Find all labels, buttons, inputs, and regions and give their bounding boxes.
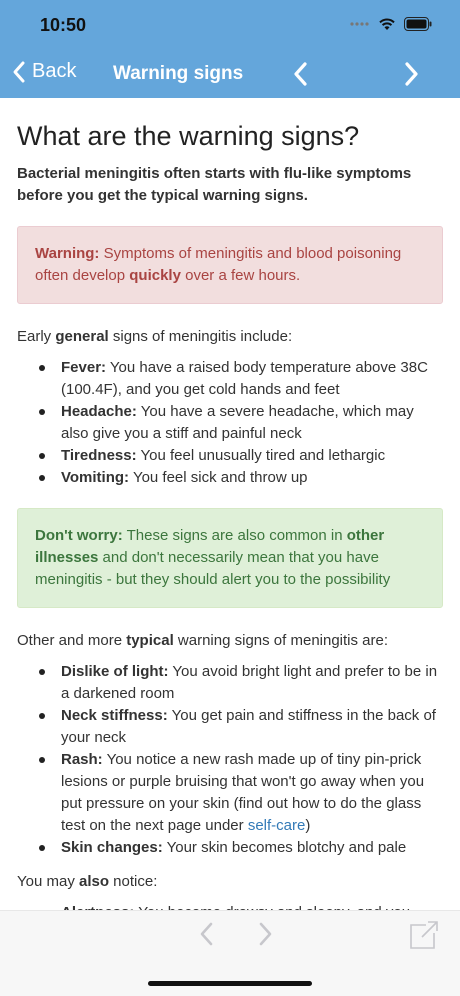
chevron-left-icon xyxy=(12,61,26,83)
sign-text: You notice a new rash made up of tiny pin-prick lesions or purple bruising that won't go away when you put pressure on your skin (find out how to do the glass test on the next page under xyxy=(61,751,425,834)
sign-text-end: ) xyxy=(305,817,311,834)
back-button[interactable] xyxy=(12,60,76,83)
intro-emphasis: typical xyxy=(126,632,174,649)
battery-icon xyxy=(404,17,432,31)
toolbar-forward-button[interactable] xyxy=(256,921,274,952)
intro-text-end: notice: xyxy=(109,873,158,890)
info-alert-text-end: and don't necessarily mean that you have meningitis - but they should alert you to the possibility xyxy=(35,549,391,588)
toolbar-back-button[interactable] xyxy=(198,921,216,952)
intro-emphasis: general xyxy=(55,328,109,345)
sign-text: You have a raised body temperature above 38C (100.4F), and you get cold hands and feet xyxy=(61,359,428,398)
intro-text-end: signs of meningitis include: xyxy=(108,328,293,345)
general-signs-intro xyxy=(17,326,443,348)
sign-text: You have a severe headache, which may also give you a stiff and painful neck xyxy=(61,403,414,442)
wifi-icon xyxy=(378,17,396,31)
intro-text: You may xyxy=(17,873,79,890)
general-signs-list xyxy=(17,357,443,489)
status-time: 10:50 xyxy=(40,15,87,35)
typical-signs-list xyxy=(17,661,443,859)
list-item xyxy=(61,445,443,467)
cellular-signal-icon xyxy=(350,20,370,28)
intro-text: Early xyxy=(17,328,56,345)
previous-page-button[interactable] xyxy=(290,61,312,92)
list-item xyxy=(61,837,443,859)
status-icons xyxy=(350,17,432,31)
list-item xyxy=(61,467,443,489)
chevron-left-icon xyxy=(198,921,216,947)
share-button[interactable] xyxy=(408,919,440,956)
warning-alert-label: Warning: xyxy=(35,245,100,262)
sign-text: You get pain and stiffness in the back of your neck xyxy=(61,707,436,746)
page-heading: What are the warning signs? xyxy=(17,121,360,151)
chevron-left-icon xyxy=(290,61,312,87)
nav-title: Warning signs xyxy=(113,63,244,84)
back-button-label: Back xyxy=(32,60,77,82)
next-page-button[interactable] xyxy=(400,61,422,92)
intro-emphasis: also xyxy=(79,873,110,890)
typical-signs-intro xyxy=(17,630,443,652)
info-alert-text: These signs are also common in xyxy=(122,527,347,544)
navigation-bar xyxy=(0,50,460,98)
intro-text-end: warning signs of meningitis are: xyxy=(173,632,389,649)
chevron-right-icon xyxy=(400,61,422,87)
list-item xyxy=(61,661,443,705)
sign-term: Dislike of light: xyxy=(61,663,169,680)
sign-term: Headache: xyxy=(61,403,137,420)
sign-term: Rash: xyxy=(61,751,103,768)
sign-term: Tiredness: xyxy=(61,447,137,464)
warning-alert-emphasis: quickly xyxy=(129,267,181,284)
list-item xyxy=(61,705,443,749)
article-content[interactable] xyxy=(0,98,460,910)
warning-alert xyxy=(17,226,443,304)
sign-term: Vomiting: xyxy=(61,469,130,486)
list-item xyxy=(61,357,443,401)
lead-paragraph: Bacterial meningitis often starts with flu-like symptoms before you get the typical warning signs. xyxy=(17,165,412,204)
sign-term: Neck stiffness: xyxy=(61,707,168,724)
also-signs-intro xyxy=(17,871,443,893)
sign-term: Fever: xyxy=(61,359,107,376)
self-care-link[interactable]: self-care xyxy=(247,817,306,834)
top-bar xyxy=(0,0,460,98)
bottom-toolbar xyxy=(0,910,460,996)
info-alert-label: Don't worry: xyxy=(35,527,123,544)
warning-alert-text-end: over a few hours. xyxy=(180,267,301,284)
sign-text: You feel sick and throw up xyxy=(129,469,308,486)
home-indicator xyxy=(148,981,312,986)
sign-term: Skin changes: xyxy=(61,839,163,856)
list-item xyxy=(61,401,443,445)
info-alert xyxy=(17,508,443,608)
status-bar xyxy=(0,0,460,50)
sign-text: You avoid bright light and prefer to be in a darkened room xyxy=(61,663,438,702)
info-alert-emphasis: other illnesses xyxy=(35,527,385,566)
list-item xyxy=(61,749,443,837)
share-icon xyxy=(408,919,440,951)
sign-text: Your skin becomes blotchy and pale xyxy=(162,839,407,856)
sign-text: You feel unusually tired and lethargic xyxy=(136,447,386,464)
warning-alert-text: Symptoms of meningitis and blood poisoning often develop xyxy=(35,245,402,284)
intro-text: Other and more xyxy=(17,632,127,649)
chevron-right-icon xyxy=(256,921,274,947)
